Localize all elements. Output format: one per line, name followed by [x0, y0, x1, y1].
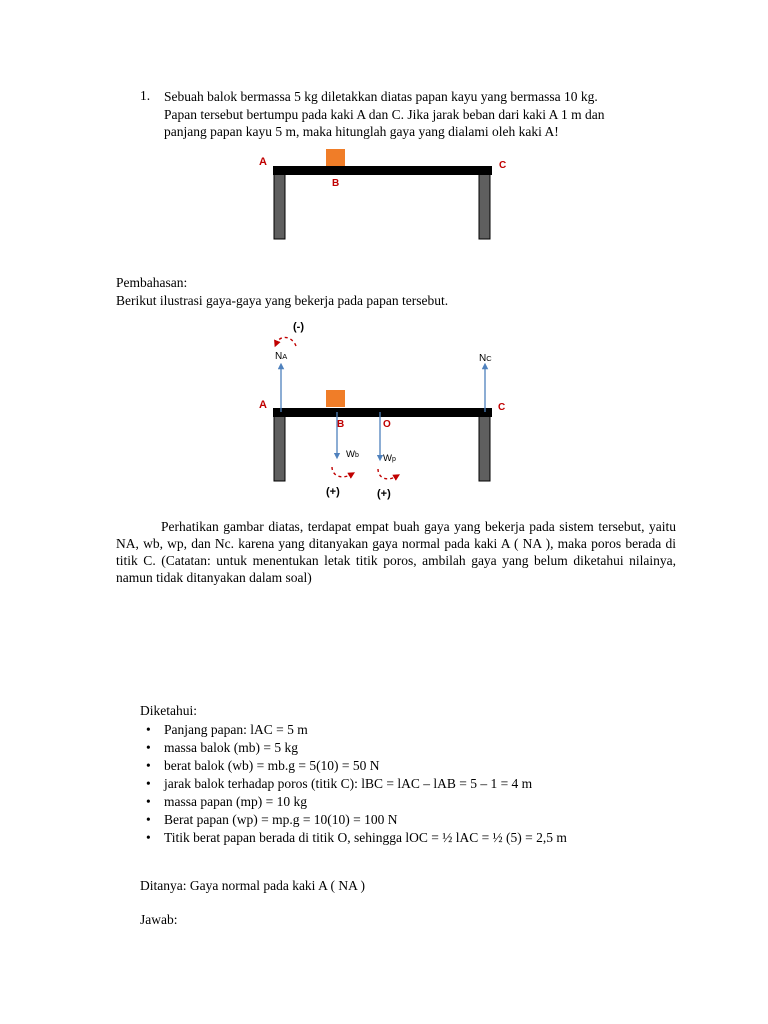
list-item: • Berat papan (wp) = mp.g = 10(10) = 100 N: [140, 811, 567, 829]
block: [326, 390, 345, 407]
known-title: Diketahui:: [140, 703, 197, 718]
question-number: 1.: [140, 88, 151, 103]
leg-c: [479, 416, 490, 481]
bullet-icon: •: [146, 794, 151, 809]
answer-label: Jawab:: [140, 912, 178, 927]
label-b: B: [337, 419, 345, 430]
bullet-icon: •: [146, 776, 151, 791]
sign-plus-b: (+): [326, 486, 340, 498]
bullet-icon: •: [146, 722, 151, 737]
label-o: O: [383, 419, 391, 430]
leg-a: [274, 174, 285, 239]
leg-c: [479, 174, 490, 239]
bullet-icon: •: [146, 812, 151, 827]
block: [326, 149, 345, 166]
board-beam: [273, 166, 492, 175]
bullet-icon: •: [146, 740, 151, 755]
question-line: Sebuah balok bermassa 5 kg diletakkan diatas papan kayu yang bermassa 10 kg.: [164, 89, 598, 104]
discussion-intro: Berikut ilustrasi gaya-gaya yang bekerja pada papan tersebut.: [116, 293, 449, 308]
sign-plus-p: (+): [377, 488, 391, 500]
rotation-plus-p-icon: [378, 469, 397, 479]
leg-a: [274, 416, 285, 481]
question-line: Papan tersebut bertumpu pada kaki A dan C. Jika jarak beban dari kaki A 1 m dan: [164, 106, 605, 122]
question-text: [164, 88, 676, 141]
label-c: C: [499, 160, 507, 171]
board-beam: [273, 408, 492, 417]
bullet-icon: •: [146, 830, 151, 845]
label-c: C: [498, 402, 506, 413]
sign-minus: (-): [293, 321, 304, 333]
label-wb: Wb: [346, 449, 359, 460]
discussion-title: Pembahasan:: [116, 275, 188, 290]
list-item: • jarak balok terhadap poros (titik C): lBC = lAC – lAB = 5 – 1 = 4 m: [140, 775, 567, 793]
label-b: B: [332, 178, 340, 189]
board-figure: [250, 140, 520, 250]
rotation-plus-b-icon: [332, 467, 352, 477]
list-item: • Panjang papan: lAC = 5 m: [140, 721, 567, 739]
bullet-icon: •: [146, 758, 151, 773]
label-na: NA: [275, 351, 288, 362]
known-list: [140, 721, 567, 847]
list-item: • massa balok (mb) = 5 kg: [140, 739, 567, 757]
list-item: • massa papan (mp) = 10 kg: [140, 793, 567, 811]
explanation-paragraph: Perhatikan gambar diatas, terdapat empat buah gaya yang bekerja pada sistem tersebut, yaitu NA, wb, wp, dan Nc. karena yang ditanyakan gaya normal pada kaki A ( NA ), maka poros berada di titik C. (Catatan: untuk menentukan letak titik poros, ambilah gaya yang belum diketahui nilainya, namun tidak ditanyakan dalam soal): [116, 519, 676, 585]
discussion: [116, 274, 676, 310]
question-line: panjang papan kayu 5 m, maka hitunglah gaya yang dialami oleh kaki A!: [164, 124, 559, 139]
asked-line: Ditanya: Gaya normal pada kaki A ( NA ): [140, 878, 365, 893]
list-item: • berat balok (wb) = mb.g = 5(10) = 50 N: [140, 757, 567, 775]
label-a: A: [259, 399, 267, 411]
list-item: • Titik berat papan berada di titik O, sehingga lOC = ½ lAC = ½ (5) = 2,5 m: [140, 829, 567, 847]
force-diagram: [250, 314, 530, 510]
label-wp: Wp: [383, 453, 396, 464]
rotation-minus-icon: [276, 337, 296, 346]
label-nc: NC: [479, 353, 492, 364]
label-a: A: [259, 156, 267, 168]
